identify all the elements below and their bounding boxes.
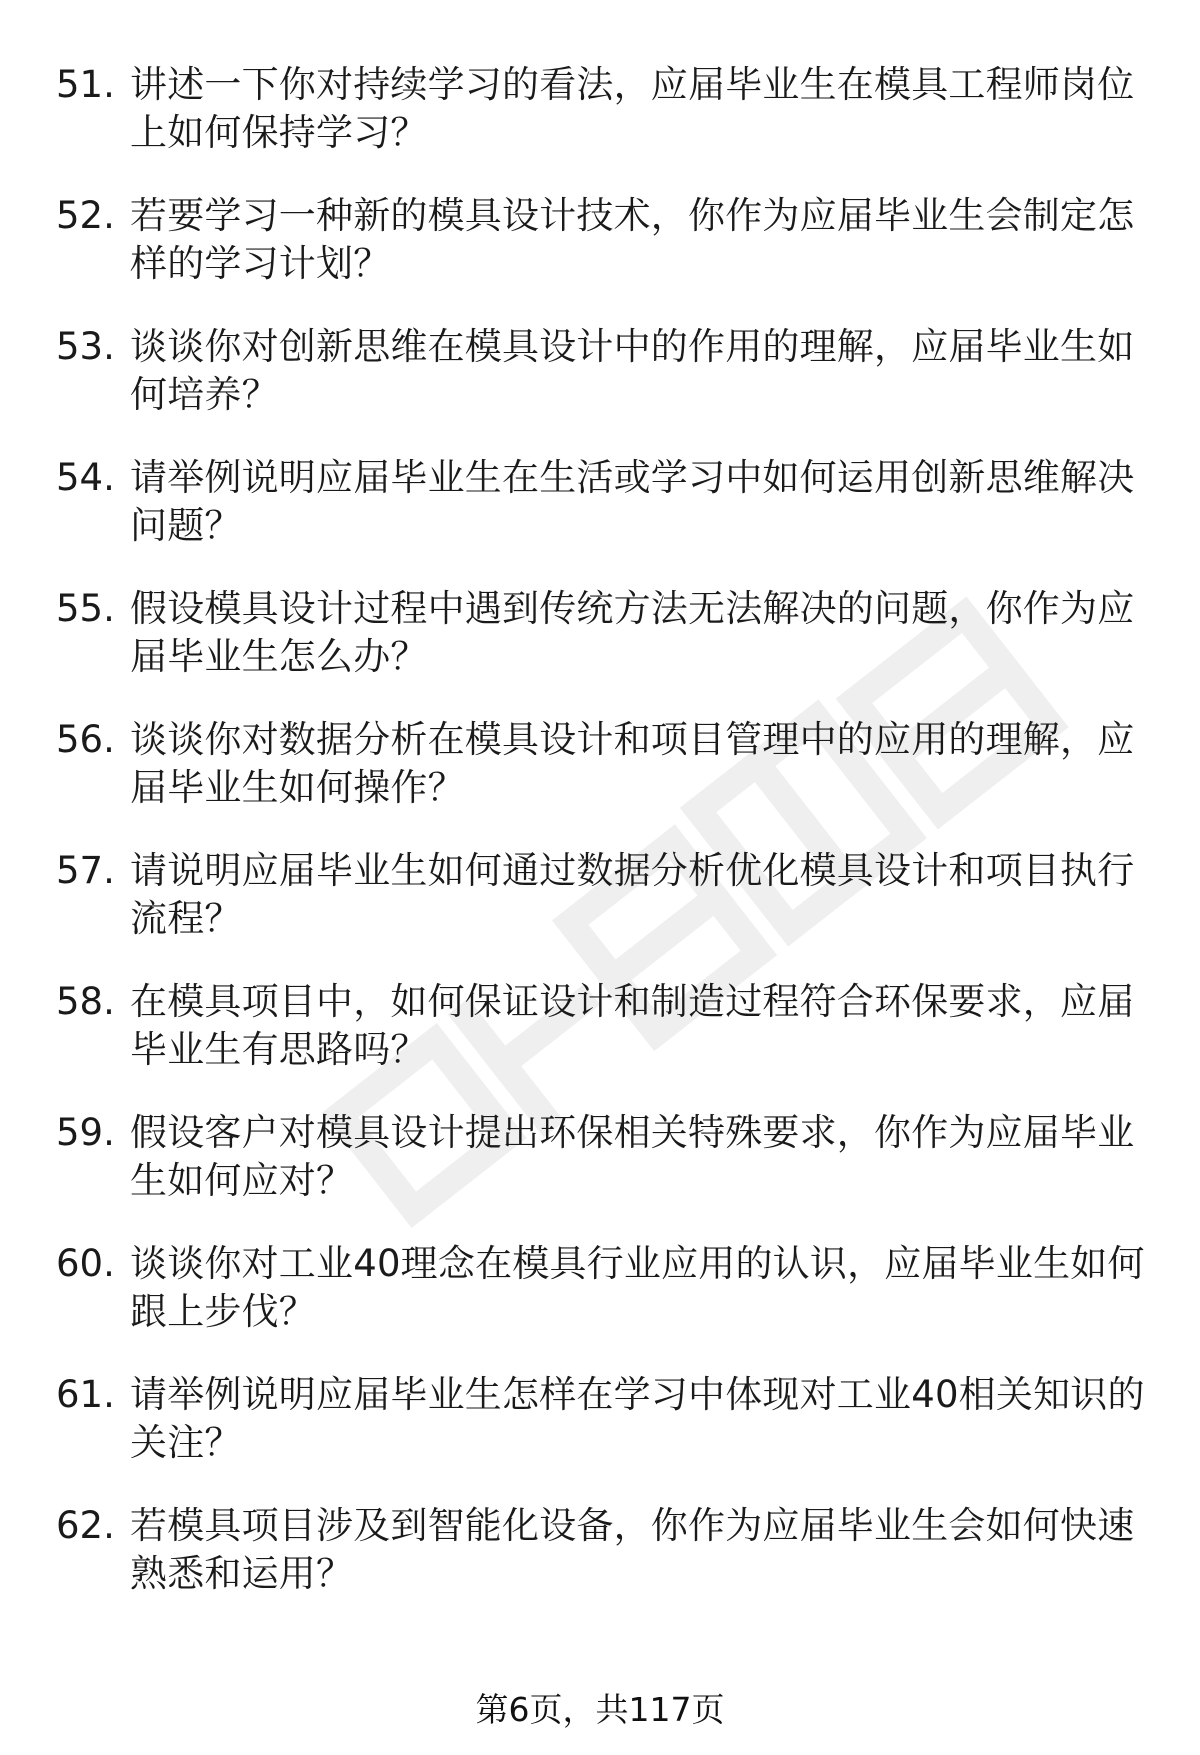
question-number: 53. [56,325,115,368]
question-number: 60. [56,1242,115,1285]
question-text: 谈谈你对数据分析在模具设计和项目管理中的应用的理解，应届毕业生如何操作？ [130,718,1135,809]
question-item [0,1365,1200,1496]
question-item [0,1103,1200,1234]
question-item [0,972,1200,1103]
question-item [0,710,1200,841]
question-list [0,55,1200,1627]
question-item [0,186,1200,317]
question-item [0,317,1200,448]
question-text: 谈谈你对工业40理念在模具行业应用的认识，应届毕业生如何跟上步伐？ [130,1242,1145,1333]
question-number: 59. [56,1111,115,1154]
question-number: 56. [56,718,115,761]
question-item [0,1496,1200,1627]
question-number: 51. [56,63,115,106]
question-number: 62. [56,1504,115,1547]
question-item [0,55,1200,186]
question-text: 请举例说明应届毕业生在生活或学习中如何运用创新思维解决问题？ [130,456,1135,547]
question-text: 假设模具设计过程中遇到传统方法无法解决的问题，你作为应届毕业生怎么办？ [130,587,1135,678]
question-number: 52. [56,194,115,237]
question-item [0,448,1200,579]
question-text: 若模具项目涉及到智能化设备，你作为应届毕业生会如何快速熟悉和运用？ [130,1504,1135,1595]
question-item [0,579,1200,710]
question-text: 若要学习一种新的模具设计技术，你作为应届毕业生会制定怎样的学习计划？ [130,194,1135,285]
question-text: 请举例说明应届毕业生怎样在学习中体现对工业40相关知识的关注？ [130,1373,1145,1464]
question-number: 61. [56,1373,115,1416]
question-number: 57. [56,849,115,892]
question-number: 55. [56,587,115,630]
question-item [0,841,1200,972]
question-item [0,1234,1200,1365]
question-text: 谈谈你对创新思维在模具设计中的作用的理解，应届毕业生如何培养？ [130,325,1135,416]
question-text: 假设客户对模具设计提出环保相关特殊要求，你作为应届毕业生如何应对？ [130,1111,1135,1202]
question-number: 58. [56,980,115,1023]
question-text: 请说明应届毕业生如何通过数据分析优化模具设计和项目执行流程？ [130,849,1135,940]
question-number: 54. [56,456,115,499]
page-number-footer: 第6页，共117页 [475,1690,725,1729]
question-text: 讲述一下你对持续学习的看法，应届毕业生在模具工程师岗位上如何保持学习？ [130,63,1135,154]
question-text: 在模具项目中，如何保证设计和制造过程符合环保要求，应届毕业生有思路吗？ [130,980,1135,1071]
